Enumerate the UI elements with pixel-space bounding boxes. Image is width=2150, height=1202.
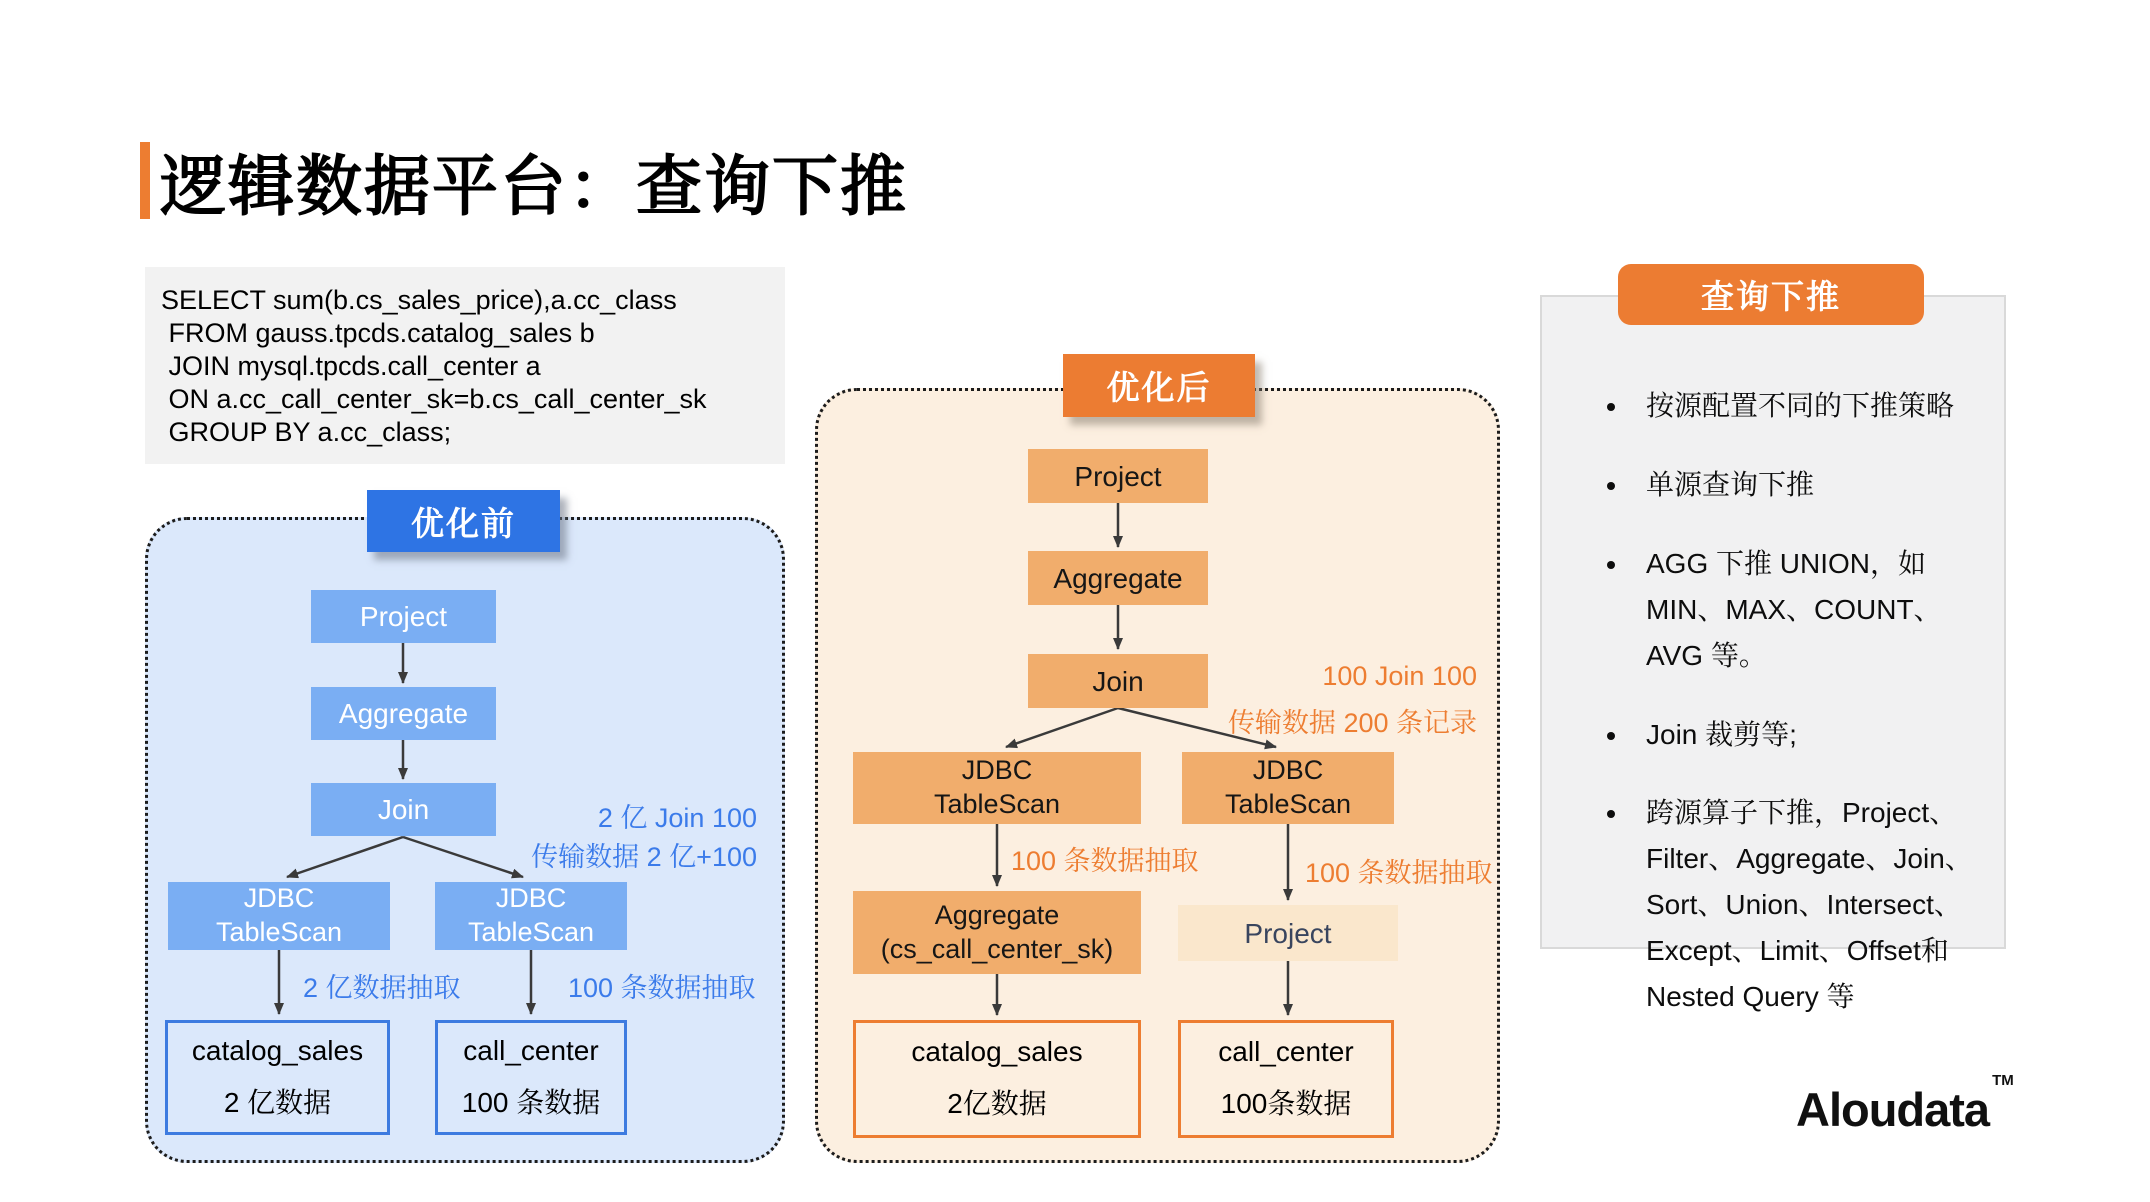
logo-tm-mark: TM — [1992, 1072, 2014, 1090]
after-table-catalog-sales — [853, 1020, 1141, 1138]
node-label-line: JDBC — [1252, 755, 1324, 786]
before-table-catalog-sales — [165, 1020, 390, 1135]
table-rowcount: 2 亿数据 — [223, 1086, 332, 1118]
node-label-line: TableScan — [467, 917, 595, 947]
after-node-aggregate-pushdown — [853, 891, 1141, 974]
node-label-line: TableScan — [215, 917, 343, 947]
after-node-project-pushdown: Project — [1178, 905, 1398, 961]
table-rowcount: 100条数据 — [1220, 1088, 1352, 1119]
after-node-jdbc-tablescan-right — [1182, 752, 1394, 824]
sql-code-block — [145, 267, 785, 464]
before-node-jdbc-tablescan-left — [168, 882, 390, 950]
after-table-call-center — [1178, 1020, 1394, 1138]
after-label-right-extract: 100 条数据抽取 — [1305, 858, 1493, 888]
before-annotation-join: 2 亿 Join 100 — [597, 803, 757, 833]
pushdown-panel-header: 查询下推 — [1618, 264, 1924, 325]
after-badge: 优化后 — [1063, 354, 1255, 417]
before-optimization-panel — [145, 517, 785, 1163]
node-label-line: TableScan — [933, 789, 1061, 819]
before-table-call-center — [435, 1020, 627, 1135]
before-node-join: Join — [311, 783, 496, 836]
sql-line: FROM gauss.tpcds.catalog_sales b — [161, 318, 595, 348]
pushdown-bullet-list — [1630, 383, 1980, 1020]
before-label-right-extract: 100 条数据抽取 — [568, 973, 756, 1003]
sql-line: JOIN mysql.tpcds.call_center a — [161, 351, 541, 381]
after-optimization-panel — [815, 388, 1500, 1163]
pushdown-info-panel — [1540, 295, 2006, 1013]
node-label-line: Aggregate — [934, 899, 1060, 930]
node-label-line: TableScan — [1224, 789, 1352, 819]
after-node-project: Project — [1028, 449, 1208, 503]
before-node-project: Project — [311, 590, 496, 643]
bullet-item: • 单源查询下推 — [1630, 462, 1980, 508]
before-annotation-transfer: 传输数据 2 亿+100 — [531, 842, 757, 872]
table-name: call_center — [463, 1034, 599, 1066]
sql-line: SELECT sum(b.cs_sales_price),a.cc_class — [161, 285, 677, 315]
page-title: 逻辑数据平台：查询下推 — [160, 149, 908, 223]
table-name: catalog_sales — [911, 1036, 1083, 1067]
bullet-item: • 按源配置不同的下推策略 — [1630, 383, 1980, 429]
sql-line: GROUP BY a.cc_class; — [161, 417, 452, 447]
after-node-join: Join — [1028, 654, 1208, 708]
before-node-jdbc-tablescan-right — [435, 882, 627, 950]
table-name: catalog_sales — [191, 1034, 364, 1066]
bullet-item: • 跨源算子下推，Project、Filter、Aggregate、Join、Sort、Union、Intersect、Except、Limit、Offset和 Nested Query 等 — [1630, 790, 1980, 1020]
bullet-item: • Join 裁剪等; — [1630, 712, 1980, 758]
logo-text: Aloudata — [1796, 1083, 1990, 1136]
after-node-aggregate: Aggregate — [1028, 551, 1208, 605]
before-label-left-extract: 2 亿数据抽取 — [303, 973, 461, 1003]
after-annotation-transfer: 传输数据 200 条记录 — [1227, 708, 1477, 738]
table-name: call_center — [1218, 1036, 1354, 1067]
bullet-item: • AGG 下推 UNION，如 MIN、MAX、COUNT、AVG 等。 — [1630, 541, 1980, 679]
before-badge: 优化前 — [367, 490, 560, 552]
node-label-line: JDBC — [495, 883, 567, 914]
sql-line: ON a.cc_call_center_sk=b.cs_call_center_sk — [161, 384, 707, 414]
table-rowcount: 100 条数据 — [461, 1086, 601, 1118]
title-accent-bar — [140, 142, 150, 219]
before-node-aggregate: Aggregate — [311, 687, 496, 740]
after-label-left-extract: 100 条数据抽取 — [1011, 846, 1199, 876]
aloudata-logo — [1796, 1072, 2014, 1137]
node-label-line: JDBC — [961, 755, 1033, 786]
after-annotation-join: 100 Join 100 — [1322, 661, 1477, 691]
node-label-line: JDBC — [243, 883, 315, 914]
after-node-jdbc-tablescan-left — [853, 752, 1141, 824]
table-rowcount: 2亿数据 — [947, 1088, 1047, 1119]
node-label-line: (cs_call_center_sk) — [880, 933, 1114, 964]
